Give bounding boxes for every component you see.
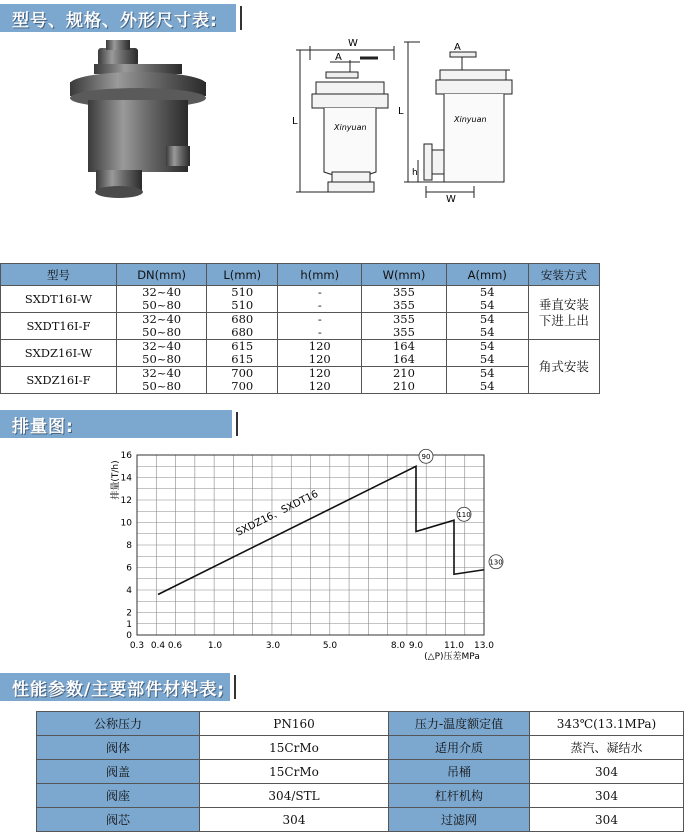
param-value: 304 (200, 808, 389, 832)
param-label: 阀座 (37, 784, 200, 808)
h-cell: 120 (278, 353, 362, 367)
a-cell: 54 (446, 340, 528, 354)
install-method-line: 下进上出 (538, 312, 589, 328)
x-tick-label: 0.6 (167, 641, 183, 651)
series-label: SXDZ16、SXDT16 (234, 488, 321, 539)
col-header: DN(mm) (116, 264, 206, 286)
dn-cell: 50~80 (116, 326, 206, 340)
h-cell: - (278, 326, 362, 340)
install-method-line: 角式安装 (538, 358, 589, 374)
x-tick-label: 5.0 (322, 641, 338, 651)
a-cell: 54 (446, 313, 528, 327)
param-value: 15CrMo (200, 736, 389, 760)
table-row (37, 808, 684, 832)
performance-table (36, 711, 684, 832)
l-cell: 510 (207, 299, 278, 313)
install-method-line: 垂直安装 (538, 296, 589, 312)
table-row (1, 367, 600, 381)
dn-cell: 32~40 (116, 367, 206, 381)
logo-right: Xinyuan (454, 115, 487, 124)
param-value: 343℃(13.1MPa) (530, 712, 684, 736)
table-row (1, 286, 600, 300)
x-tick-label: 13.0 (473, 641, 495, 651)
a-cell: 54 (446, 353, 528, 367)
param-label: 过滤网 (389, 808, 530, 832)
install-method-cell (528, 340, 599, 394)
h-cell: 120 (278, 380, 362, 394)
param-value: 304 (530, 760, 684, 784)
table-row (37, 760, 684, 784)
h-cell: 120 (278, 367, 362, 381)
param-label: 杠杆机构 (389, 784, 530, 808)
model-cell: SXDZ16I-F (1, 367, 117, 394)
a-cell: 54 (446, 326, 528, 340)
table-row (37, 784, 684, 808)
table-row (37, 712, 684, 736)
param-label: 适用介质 (389, 736, 530, 760)
dn-cell: 32~40 (116, 313, 206, 327)
col-header: 型号 (1, 264, 117, 286)
w-cell: 355 (362, 313, 446, 327)
install-method-cell (528, 286, 599, 340)
w-label-right: W (446, 194, 456, 205)
y-tick-label: 6 (126, 563, 132, 574)
col-header: W(mm) (362, 264, 446, 286)
param-label: 阀芯 (37, 808, 200, 832)
dn-cell: 32~40 (116, 286, 206, 300)
y-tick-label: 0 (126, 631, 132, 641)
y-tick-label: 14 (120, 473, 132, 484)
param-value: PN160 (200, 712, 389, 736)
series-line (158, 466, 484, 594)
param-value: 304 (530, 808, 684, 832)
discharge-chart (100, 440, 520, 665)
a-cell: 54 (446, 286, 528, 300)
spec-header-row (1, 264, 600, 286)
dn-cell: 50~80 (116, 299, 206, 313)
w-label: W (348, 38, 358, 49)
x-axis-label: (△P)压差MPa (424, 652, 480, 662)
dn-cell: 32~40 (116, 340, 206, 354)
col-header: L(mm) (207, 264, 278, 286)
l-cell: 615 (207, 353, 278, 367)
dn-cell: 50~80 (116, 380, 206, 394)
w-cell: 164 (362, 353, 446, 367)
chart-section-header (0, 410, 232, 438)
a-cell: 54 (446, 367, 528, 381)
l-cell: 700 (207, 367, 278, 381)
spec-section-title: 型号、规格、外形尺寸表: (12, 10, 218, 31)
header-divider (240, 6, 242, 30)
spec-section-header (0, 4, 236, 32)
x-tick-label: 11.0 (443, 641, 465, 651)
w-cell: 164 (362, 340, 446, 354)
w-cell: 355 (362, 286, 446, 300)
w-cell: 355 (362, 326, 446, 340)
table-row (37, 736, 684, 760)
table-row (1, 313, 600, 327)
y-tick-label: 16 (120, 451, 132, 461)
logo-left: Xinyuan (334, 123, 367, 132)
l-cell: 680 (207, 326, 278, 340)
h-cell: 120 (278, 340, 362, 354)
a-label-left: A (335, 52, 342, 63)
y-tick-labels (121, 451, 133, 641)
l-label-right: L (398, 106, 404, 117)
chart-grid (137, 452, 484, 635)
l-cell: 700 (207, 380, 278, 394)
w-cell: 210 (362, 380, 446, 394)
chart-marks (158, 449, 503, 594)
param-label: 吊桶 (389, 760, 530, 784)
perf-section-title: 性能参数/主要部件材料表; (12, 679, 226, 700)
l-cell: 680 (207, 313, 278, 327)
a-label-right: A (454, 42, 461, 53)
spec-table (0, 263, 600, 394)
y-tick-label: 12 (120, 496, 132, 506)
chart-section-title: 排量图: (12, 416, 74, 437)
param-value: 304 (530, 784, 684, 808)
header-divider (236, 412, 238, 436)
y-tick-label: 10 (120, 518, 132, 529)
l-label-left: L (292, 116, 298, 127)
l-cell: 615 (207, 340, 278, 354)
w-cell: 355 (362, 299, 446, 313)
h-label: h (412, 168, 418, 178)
dn-cell: 50~80 (116, 353, 206, 367)
param-label: 公称压力 (37, 712, 200, 736)
product-photo (34, 36, 230, 200)
dimension-drawing (290, 30, 520, 210)
col-header: A(mm) (446, 264, 528, 286)
y-tick-label: 4 (126, 586, 132, 596)
model-cell: SXDZ16I-W (1, 340, 117, 367)
col-header: 安装方式 (528, 264, 599, 286)
param-value: 蒸汽、凝结水 (530, 736, 684, 760)
y-tick-label: 2 (126, 608, 132, 619)
x-tick-labels (130, 641, 494, 651)
y-tick-label: 1 (126, 619, 132, 630)
annotation-label: 130 (489, 558, 503, 567)
y-tick-label: 8 (126, 541, 132, 551)
x-tick-label: 0.4 (150, 641, 166, 651)
x-tick-label: 1.0 (207, 641, 223, 651)
h-cell: - (278, 299, 362, 313)
a-cell: 54 (446, 299, 528, 313)
a-cell: 54 (446, 380, 528, 394)
l-cell: 510 (207, 286, 278, 300)
col-header: h(mm) (278, 264, 362, 286)
model-cell: SXDT16I-W (1, 286, 117, 313)
y-axis-label: 排量(T/h) (111, 460, 121, 500)
header-divider (234, 675, 236, 699)
param-label: 阀体 (37, 736, 200, 760)
annotation-label: 90 (421, 452, 431, 461)
x-tick-label: 0.3 (129, 641, 145, 651)
perf-section-header (0, 673, 230, 701)
x-tick-label: 9.0 (408, 641, 424, 651)
h-cell: - (278, 286, 362, 300)
x-tick-label: 8.0 (390, 641, 406, 651)
model-cell: SXDT16I-F (1, 313, 117, 340)
annotation-label: 110 (457, 510, 471, 519)
param-value: 15CrMo (200, 760, 389, 784)
table-row (1, 340, 600, 354)
param-value: 304/STL (200, 784, 389, 808)
x-tick-label: 3.0 (265, 641, 281, 651)
w-cell: 210 (362, 367, 446, 381)
h-cell: - (278, 313, 362, 327)
param-label: 压力-温度额定值 (389, 712, 530, 736)
param-label: 阀盖 (37, 760, 200, 784)
